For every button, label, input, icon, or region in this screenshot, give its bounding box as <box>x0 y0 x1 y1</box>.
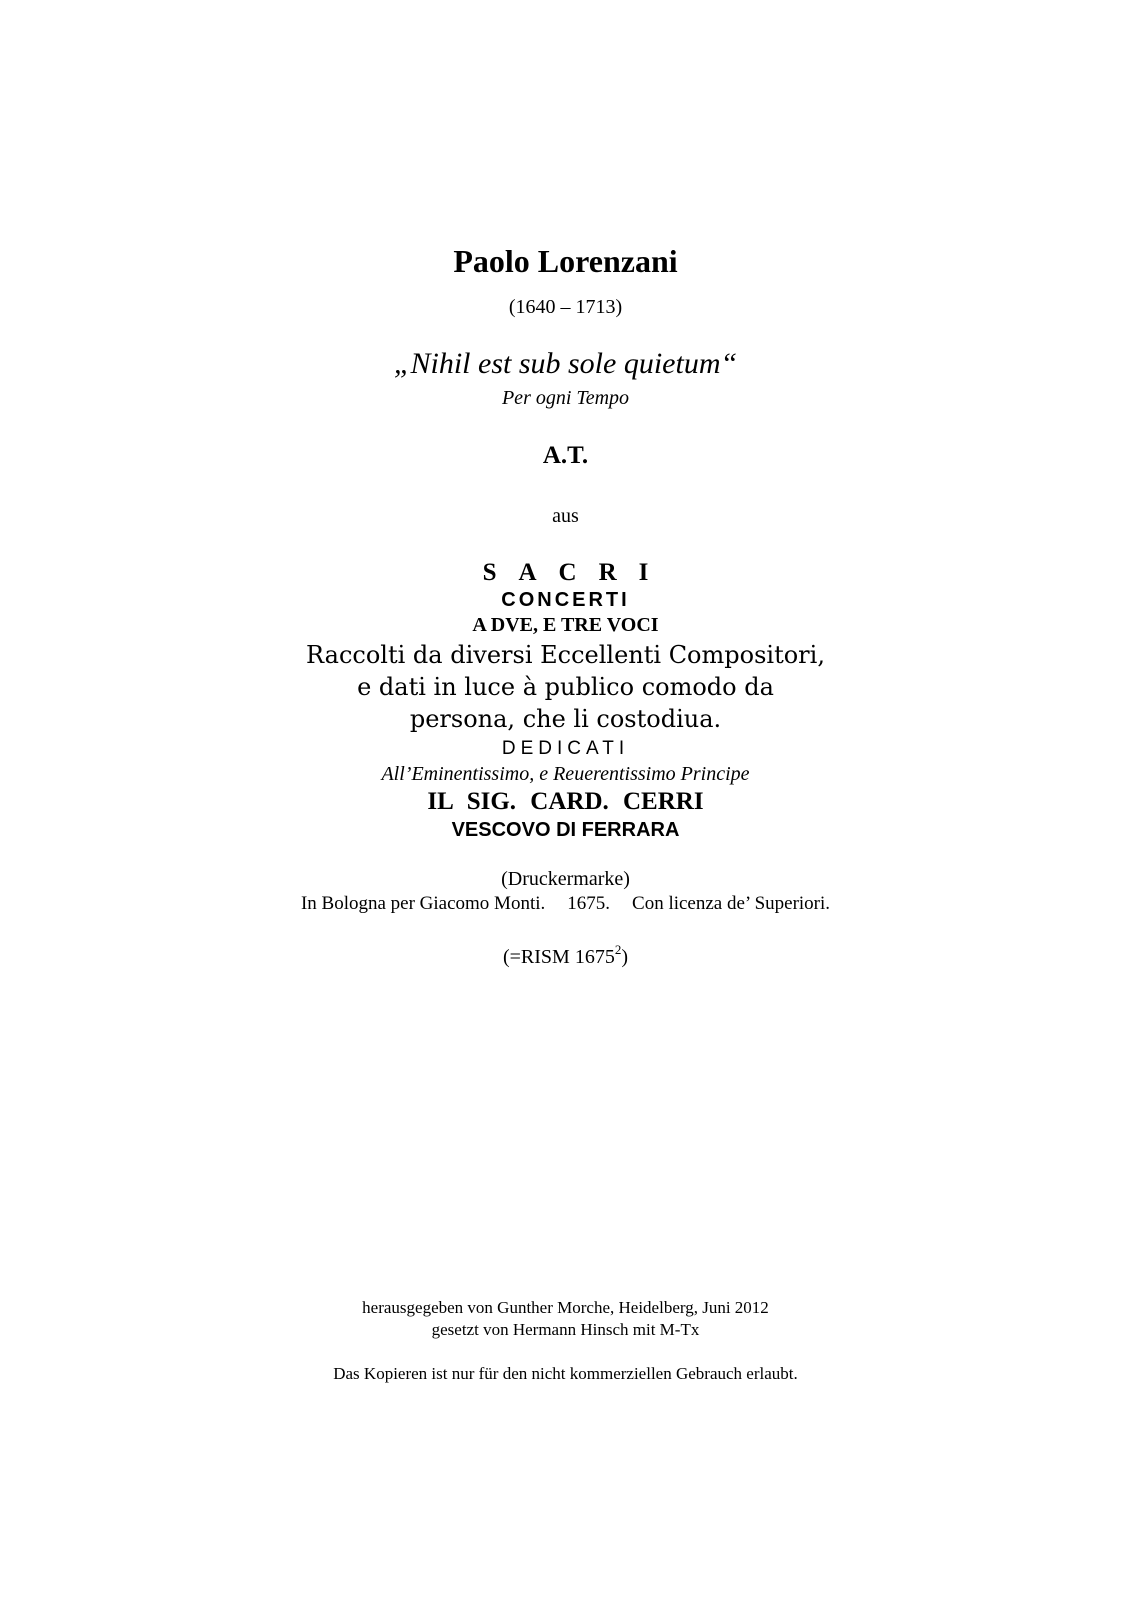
composer-dates: (1640 – 1713) <box>508 296 623 318</box>
collection-description-line-2: e dati in luce à publico comodo da <box>357 673 774 701</box>
aus-label: aus <box>552 505 579 527</box>
imprint-place: In Bologna per Giacomo Monti. <box>300 893 546 914</box>
work-subtitle: Per ogni Tempo <box>501 387 630 409</box>
printer-mark-note: (Druckermarke) <box>501 868 630 890</box>
work-title: „Nihil est sub sole quietum“ <box>393 347 738 380</box>
rism-reference <box>0 942 1131 968</box>
dedicati-label: DEDICATI <box>501 738 630 759</box>
voicing: A.T. <box>542 442 589 469</box>
imprint-year: 1675. <box>567 893 611 914</box>
imprint <box>0 894 1131 913</box>
dedicatee-title: VESCOVO DI FERRARA <box>451 819 680 841</box>
collection-title-sacri: SACRI <box>482 559 671 586</box>
editor-credit: herausgegeben von Gunther Morche, Heidelberg, Juni 2012 <box>362 1298 769 1317</box>
collection-voices: A DVE, E TRE VOCI <box>472 614 659 636</box>
rism-suffix: ) <box>621 946 629 968</box>
dedicatee-name: IL SIG. CARD. CERRI <box>427 788 704 815</box>
composer-name: Paolo Lorenzani <box>453 243 678 279</box>
collection-title-concerti: CONCERTI <box>501 589 630 611</box>
collection-description-line-3: persona, che li costodiua. <box>409 705 722 733</box>
setter-credit: gesetzt von Hermann Hinsch mit M-Tx <box>431 1320 700 1339</box>
rism-prefix: (=RISM 1675 <box>502 946 615 968</box>
dedication-line: All’Eminentissimo, e Reuerentissimo Principe <box>381 763 750 785</box>
collection-description-line-1: Raccolti da diversi Eccellenti Compositori, <box>306 641 825 669</box>
rism-superscript: 2 <box>614 942 622 957</box>
copyright-notice: Das Kopieren ist nur für den nicht kommerziellen Gebrauch erlaubt. <box>333 1364 798 1383</box>
imprint-license: Con licenza de’ Superiori. <box>632 893 831 914</box>
